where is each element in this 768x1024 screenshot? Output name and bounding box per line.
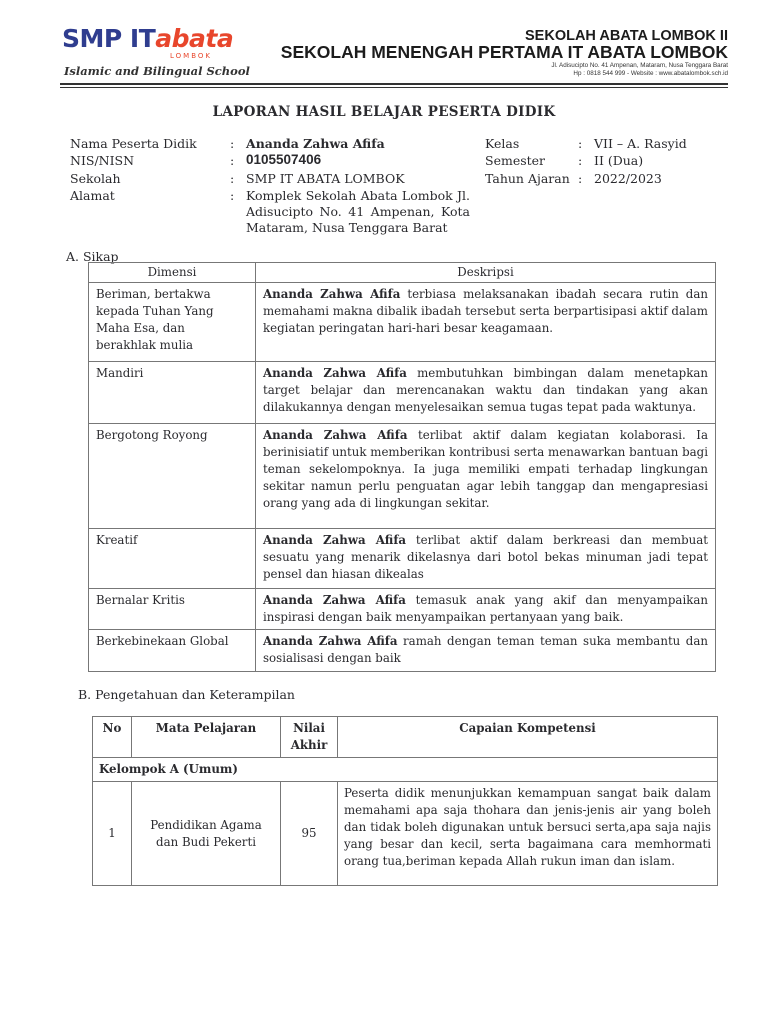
table-row — [89, 630, 716, 672]
student-nis: 0105507406 — [246, 152, 322, 167]
name-label: Nama Peserta Didik — [70, 136, 197, 151]
description-cell — [256, 630, 716, 672]
logo-prefix: SMP IT — [62, 24, 156, 53]
school-short-name: SEKOLAH ABATA LOMBOK II — [525, 28, 728, 44]
dimension-cell: Kreatif — [89, 529, 256, 589]
description-text: terbiasa melaksanakan ibadah secara rutin dan memahami makna dibalik ibadah tersebut serta berpartisipasi aktif dalam kegiatan peringatan hari-hari besar keagamaan. — [263, 287, 708, 335]
colon: : — [230, 153, 235, 168]
colon: : — [578, 136, 583, 151]
student-name: Ananda Zahwa Afifa — [246, 136, 385, 151]
year-label: Tahun Ajaran — [485, 171, 570, 186]
knowledge-table — [92, 716, 718, 886]
nis-label: NIS/NISN — [70, 153, 135, 168]
table-row — [89, 589, 716, 630]
class-label: Kelas — [485, 136, 520, 151]
logo-brand: abata — [155, 24, 234, 53]
competency-text: Peserta didik menunjukkan kemampuan sangat baik dalam memahami apa saja thohara dan jenis-jenis air yang boleh dan tidak boleh digunakan untuk bersuci serta,apa saja najis yang besar dan kecil, serta bagaimana cara memhormati orang tua,beriman kepada Allah rukun iman dan islam. — [338, 782, 718, 886]
table-row — [89, 529, 716, 589]
school-contact: Hp : 0818 544 999 - Website : www.abatalombok.sch.id — [573, 70, 728, 77]
table-row — [89, 362, 716, 424]
dimension-header: Dimensi — [89, 263, 256, 283]
description-text: membutuhkan bimbingan dalam menetapkan target belajar dan merencanakan waktu dan tindakan yang akan dilakukannya dengan menyelesaikan semua tugas tepat pada waktunya. — [263, 366, 709, 414]
table-row — [89, 283, 716, 362]
table-row — [89, 424, 716, 529]
student-class: VII – A. Rasyid — [594, 136, 687, 151]
subject-name: Pendidikan Agama dan Budi Pekerti — [132, 782, 281, 886]
description-cell — [256, 283, 716, 362]
description-header: Deskripsi — [256, 263, 716, 283]
student-year: 2022/2023 — [594, 171, 662, 186]
student-name-bold: Ananda Zahwa Afifa — [263, 634, 398, 648]
group-label: Kelompok A (Umum) — [93, 758, 718, 782]
table-row — [93, 782, 718, 886]
table-header-row — [89, 263, 716, 283]
logo-subtext: LOMBOK — [170, 52, 212, 60]
row-number: 1 — [93, 782, 132, 886]
student-address: Komplek Sekolah Abata Lombok Jl. Adisucipto No. 41 Ampenan, Kota Mataram, Nusa Tenggara Barat — [246, 188, 470, 235]
student-school: SMP IT ABATA LOMBOK — [246, 171, 405, 186]
description-text: terlibat aktif dalam berkreasi dan membuat sesuatu yang menarik dikelasnya dari botol bekas minuman jadi tepat pensel dan hiasan dikealas — [263, 533, 708, 581]
dimension-cell: Bernalar Kritis — [89, 589, 256, 630]
group-row — [93, 758, 718, 782]
section-a-label: A. Sikap — [66, 249, 119, 264]
description-cell — [256, 589, 716, 630]
colon: : — [230, 136, 235, 151]
dimension-cell: Bergotong Royong — [89, 424, 256, 529]
colon: : — [230, 171, 235, 186]
address-label: Alamat — [70, 188, 115, 203]
no-header: No — [93, 717, 132, 758]
description-text: ramah dengan teman teman suka membantu dan sosialisasi dengan baik — [263, 634, 708, 665]
description-text: terlibat aktif dalam kegiatan kolaborasi. Ia berinisiatif untuk memberikan kontribusi serta menawarkan bantuan bagi teman sekelompoknya. Ia juga memiliki empati terhadap lingkungan sekitar namun perlu penguatan agar lebih tanggap dan mengapresiasi orang yang ada di lingkungan sekitar. — [263, 428, 708, 510]
semester-label: Semester — [485, 153, 546, 168]
description-text: temasuk anak yang akif dan menyampaikan inspirasi dengan baik menyampaikan pertanyaan yang baik. — [263, 593, 708, 624]
student-name-bold: Ananda Zahwa Afifa — [263, 533, 407, 547]
description-cell — [256, 424, 716, 529]
student-semester: II (Dua) — [594, 153, 644, 168]
student-name-bold: Ananda Zahwa Afifa — [263, 366, 407, 380]
section-b-label: B. Pengetahuan dan Keterampilan — [78, 687, 295, 702]
competency-header: Capaian Kompetensi — [338, 717, 718, 758]
dimension-cell: Berkebinekaan Global — [89, 630, 256, 672]
student-name-bold: Ananda Zahwa Afifa — [263, 287, 401, 301]
subject-header: Mata Pelajaran — [132, 717, 281, 758]
school-address: Jl. Adisucipto No. 41 Ampenan, Mataram, Nusa Tenggara Barat — [551, 62, 728, 69]
colon: : — [578, 171, 583, 186]
school-label: Sekolah — [70, 171, 121, 186]
colon: : — [578, 153, 583, 168]
school-logo — [62, 24, 233, 53]
attitude-table — [88, 262, 716, 672]
dimension-cell: Beriman, bertakwa kepada Tuhan Yang Maha Esa, dan berakhlak mulia — [89, 283, 256, 362]
dimension-cell: Mandiri — [89, 362, 256, 424]
description-cell — [256, 529, 716, 589]
description-cell — [256, 362, 716, 424]
score-header: Nilai Akhir — [281, 717, 338, 758]
logo-tagline: Islamic and Bilingual School — [64, 64, 250, 78]
student-name-bold: Ananda Zahwa Afifa — [263, 428, 408, 442]
student-name-bold: Ananda Zahwa Afifa — [263, 593, 406, 607]
final-score: 95 — [281, 782, 338, 886]
page-title: LAPORAN HASIL BELAJAR PESERTA DIDIK — [212, 104, 556, 120]
header-divider — [60, 83, 728, 88]
school-full-name: SEKOLAH MENENGAH PERTAMA IT ABATA LOMBOK — [280, 42, 728, 62]
colon: : — [230, 188, 235, 203]
table-header-row — [93, 717, 718, 758]
